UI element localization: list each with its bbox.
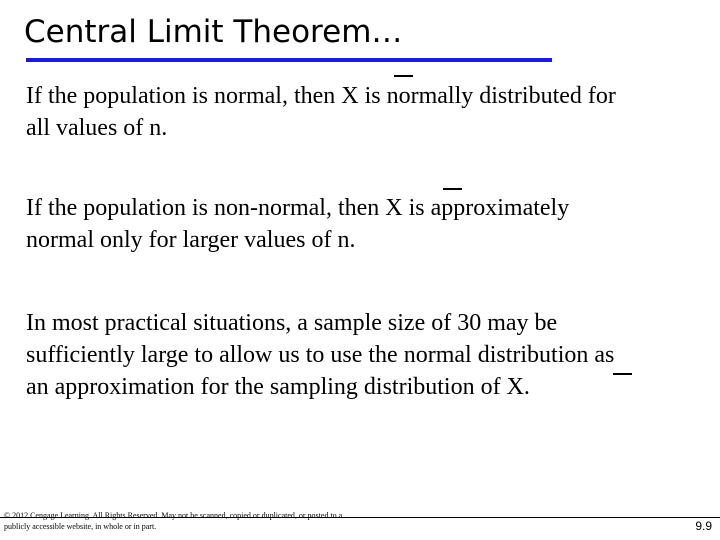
copyright-notice: © 2012 Cengage Learning. All Rights Reserved. May not be scanned, copied or duplicated, or posted to a publicly accessible website, in whole or in part.	[4, 511, 343, 531]
xbar-overline	[394, 75, 413, 77]
title-underline	[26, 58, 552, 62]
paragraph-line: In most practical situations, a sample size of 30 may be	[26, 310, 558, 336]
paragraph-nonnormal-population	[26, 192, 718, 256]
page-number: 9.9	[695, 519, 712, 533]
paragraph-line: sufficiently large to allow us to use the normal distribution as	[26, 342, 615, 368]
paragraph-line: If the population is non-normal, then X is approximately	[26, 195, 570, 221]
paragraph-sample-size	[26, 307, 718, 403]
paragraph-normal-population	[26, 80, 718, 144]
xbar-overline	[613, 373, 632, 375]
paragraph-line: If the population is normal, then X is normally distributed for	[26, 83, 616, 109]
paragraph-line: an approximation for the sampling distribution of X.	[26, 374, 530, 400]
xbar-overline	[443, 188, 462, 190]
slide-title: Central Limit Theorem…	[24, 14, 403, 50]
paragraph-line: all values of n.	[26, 115, 168, 141]
paragraph-line: normal only for larger values of n.	[26, 227, 356, 253]
